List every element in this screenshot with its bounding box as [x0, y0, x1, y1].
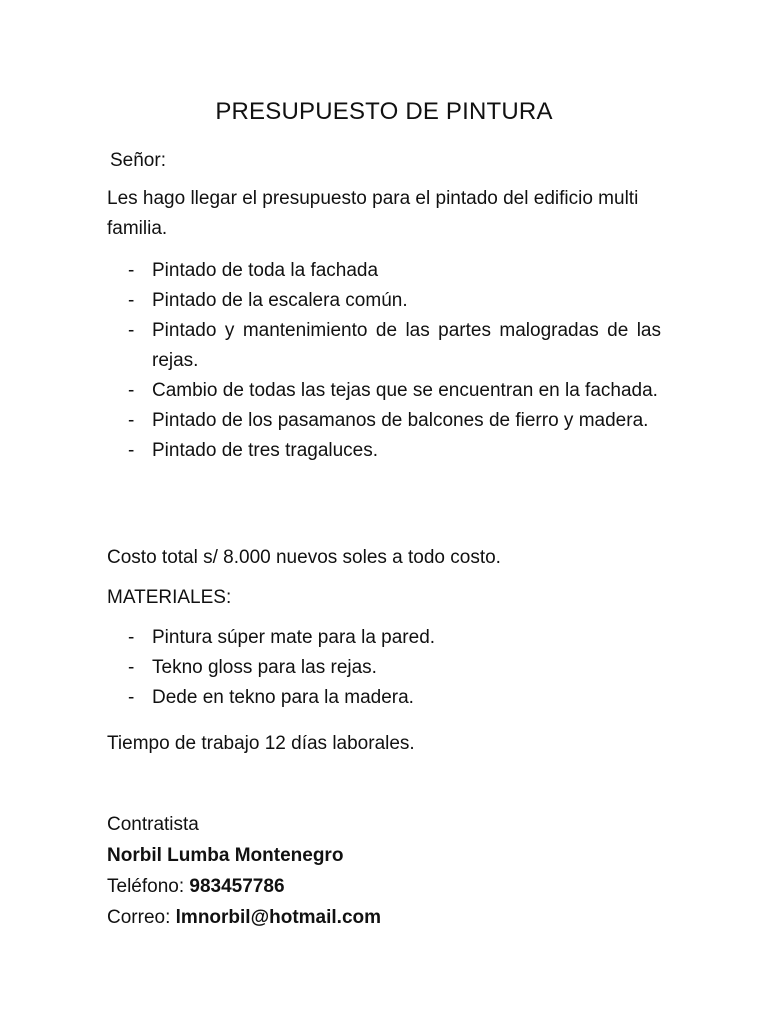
list-item [107, 653, 661, 683]
list-item [107, 256, 661, 286]
bullet-dash: - [128, 627, 135, 648]
intro-paragraph [107, 184, 662, 244]
phone-label: Teléfono: [107, 876, 190, 897]
list-item-text: Pintado y mantenimiento de las partes malogradas de las rejas. [152, 320, 661, 371]
list-item-text: Pintado de los pasamanos de balcones de fierro y madera. [152, 410, 649, 431]
materials-heading: MATERIALES: [107, 587, 232, 608]
greeting: Señor: [110, 150, 166, 171]
work-time: Tiempo de trabajo 12 días laborales. [107, 733, 415, 754]
list-item-text: Pintado de la escalera común. [152, 290, 408, 311]
bullet-dash: - [128, 320, 135, 341]
contact-block [107, 809, 381, 933]
list-item [107, 376, 661, 406]
list-item [107, 623, 661, 653]
bullet-dash: - [128, 687, 135, 708]
list-item-text: Pintura súper mate para la pared. [152, 627, 436, 648]
email-label: Correo: [107, 907, 176, 928]
list-item [107, 316, 661, 376]
materials-list [107, 623, 661, 713]
intro-text: Les hago llegar el presupuesto para el pintado del edificio multi familia. [107, 188, 639, 239]
phone-number: 983457786 [189, 876, 285, 897]
email-line [107, 902, 381, 933]
work-items-list [107, 256, 661, 466]
list-item [107, 406, 661, 436]
bullet-dash: - [128, 410, 135, 431]
bullet-dash: - [128, 290, 135, 311]
list-item-text: Pintado de tres tragaluces. [152, 440, 379, 461]
contractor-name: Norbil Lumba Montenegro [107, 845, 344, 866]
list-item-text: Tekno gloss para las rejas. [152, 657, 377, 678]
list-item [107, 683, 661, 713]
list-item [107, 286, 661, 316]
bullet-dash: - [128, 380, 135, 401]
list-item [107, 436, 661, 466]
bullet-dash: - [128, 657, 135, 678]
bullet-dash: - [128, 260, 135, 281]
list-item-text: Pintado de toda la fachada [152, 260, 379, 281]
document-title: PRESUPUESTO DE PINTURA [215, 98, 553, 125]
total-cost: Costo total s/ 8.000 nuevos soles a todo costo. [107, 547, 501, 568]
bullet-dash: - [128, 440, 135, 461]
contractor-role: Contratista [107, 814, 199, 835]
list-item-text: Cambio de todas las tejas que se encuentran en la fachada. [152, 380, 658, 401]
list-item-text: Dede en tekno para la madera. [152, 687, 414, 708]
phone-line [107, 871, 381, 902]
email-address: lmnorbil@hotmail.com [175, 907, 382, 928]
